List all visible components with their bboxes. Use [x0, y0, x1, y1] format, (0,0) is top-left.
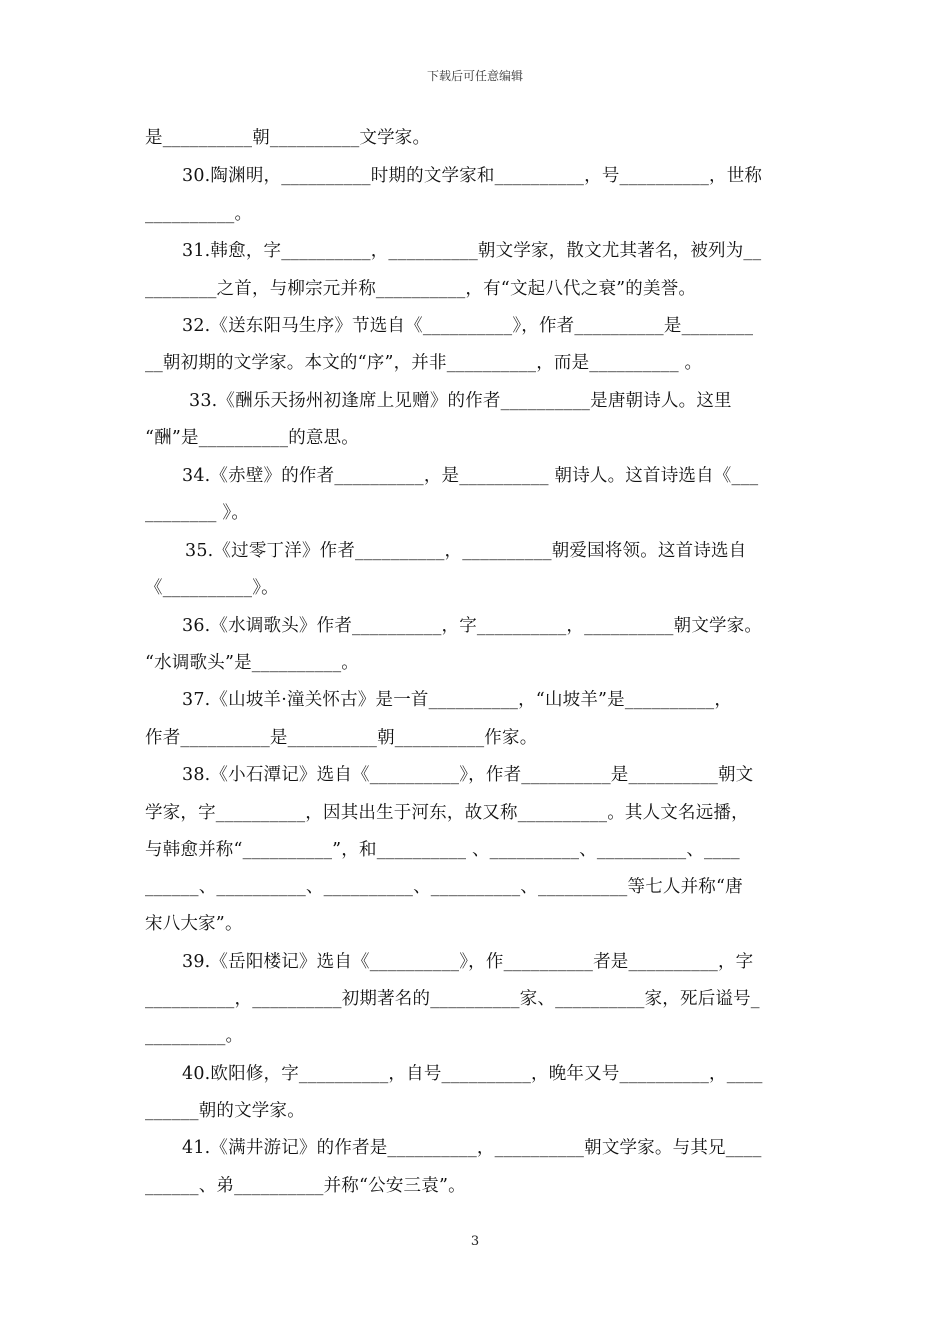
text-line: ______、弟__________并称“公安三袁”。	[145, 1176, 466, 1196]
text-line: ______、__________、__________、__________、__________等七人并称“唐	[145, 877, 743, 897]
text-line: “酬”是__________的意思。	[145, 428, 359, 448]
page-number: 3	[470, 1234, 480, 1249]
text-line: __________，__________初期著名的__________家、__________家，死后谥号_	[145, 989, 760, 1009]
text-line: _________。	[145, 1026, 244, 1046]
question-line: 34.《赤壁》的作者__________，是__________ 朝诗人。这首诗选自《___	[182, 466, 759, 486]
text-line: __________。	[145, 204, 253, 224]
question-line: 33.《酬乐天扬州初逢席上见赠》的作者__________是唐朝诗人。这里	[189, 391, 732, 411]
text-line: 作者__________是__________朝__________作家。	[145, 728, 538, 748]
text-line: ______朝的文学家。	[145, 1101, 305, 1121]
question-line: 36.《水调歌头》作者__________，字__________，__________朝文学家。	[182, 616, 763, 636]
question-line: 31.韩愈，字__________，__________朝文学家，散文尤其著名，被列为__	[182, 241, 762, 261]
text-line: 《__________》。	[145, 578, 279, 598]
text-line: __朝初期的文学家。本文的“序”，并非__________，而是__________ 。	[145, 353, 703, 373]
text-line: 是__________朝__________文学家。	[145, 128, 431, 148]
question-line: 32.《送东阳马生序》节选自《__________》，作者__________是________	[182, 316, 754, 336]
question-line: 30.陶渊明，__________时期的文学家和__________，号__________，世称	[182, 166, 763, 186]
text-line: “水调歌头”是__________。	[145, 653, 359, 673]
question-line: 39.《岳阳楼记》选自《__________》，作__________者是__________，字	[182, 952, 754, 972]
text-line: 与韩愈并称“__________”，和__________ 、__________、__________、____	[145, 840, 740, 860]
text-line: ________ 》。	[145, 503, 250, 523]
page-header: 下载后可任意编辑	[426, 69, 523, 83]
text-line: ________之首，与柳宗元并称__________，有“文起八代之衰”的美誉。	[145, 279, 697, 299]
question-line: 41.《满井游记》的作者是__________，__________朝文学家。与其兄____	[182, 1138, 762, 1158]
question-line: 37.《山坡羊·潼关怀古》是一首__________，“山坡羊”是__________，	[182, 690, 733, 710]
question-line: 38.《小石潭记》选自《__________》，作者__________是__________朝文	[182, 765, 754, 785]
question-line: 35.《过零丁洋》作者__________，__________朝爱国将领。这首诗选自	[185, 541, 747, 561]
text-line: 学家，字__________，因其出生于河东，故又称__________。其人文名远播，	[145, 803, 749, 823]
question-line: 40.欧阳修，字__________，自号__________，晚年又号__________，____	[182, 1064, 763, 1084]
text-line: 宋八大家”。	[145, 914, 243, 934]
